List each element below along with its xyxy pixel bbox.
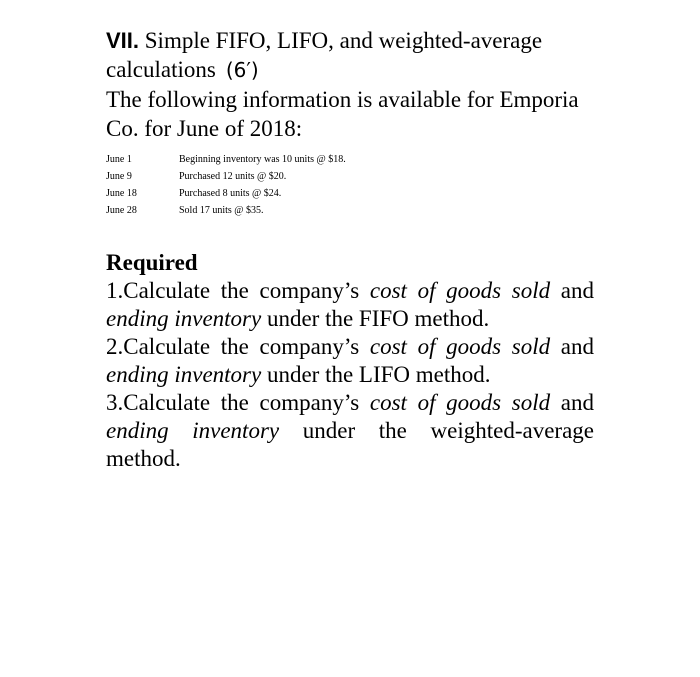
inventory-events-table — [106, 151, 346, 219]
problem-intro: The following information is available for Emporia Co. for June of 2018: — [106, 87, 579, 141]
required-item-text: under the weighted-average method. — [106, 418, 594, 471]
required-item-2 — [106, 333, 594, 389]
problem-points: (6′) — [225, 58, 259, 82]
event-date: June 1 — [106, 154, 132, 165]
problem-number: VII. — [106, 28, 140, 53]
event-description: Beginning inventory was 10 units @ $18. — [179, 154, 346, 165]
table-row — [106, 202, 346, 219]
required-item-term: ending inventory — [106, 418, 280, 443]
required-item-text: and — [550, 278, 594, 303]
event-description: Sold 17 units @ $35. — [179, 205, 264, 216]
required-item-text: and — [550, 390, 594, 415]
event-date: June 28 — [106, 205, 137, 216]
required-item-text: and — [550, 334, 594, 359]
required-item-text: 2.Calculate the company’s — [106, 334, 370, 359]
table-row — [106, 185, 346, 202]
required-item-term: cost of goods sold — [369, 278, 551, 303]
required-item-term: ending inventory — [106, 306, 262, 331]
event-date: June 18 — [106, 188, 137, 199]
required-item-term: ending inventory — [106, 362, 262, 387]
event-description: Purchased 8 units @ $24. — [179, 188, 282, 199]
required-item-text: 3.Calculate the company’s — [106, 390, 370, 415]
required-item-term: cost of goods sold — [369, 334, 551, 359]
problem-page — [106, 26, 594, 473]
required-item-text: under the FIFO method. — [261, 306, 490, 331]
required-item-text: 1.Calculate the company’s — [106, 278, 370, 303]
required-item-text: under the LIFO method. — [261, 362, 491, 387]
table-row — [106, 151, 346, 168]
event-description: Purchased 12 units @ $20. — [179, 171, 287, 182]
table-row — [106, 168, 346, 185]
required-item-1 — [106, 277, 594, 333]
event-date: June 9 — [106, 171, 132, 182]
required-heading: Required — [106, 250, 198, 275]
required-item-term: cost of goods sold — [369, 390, 551, 415]
problem-heading — [106, 26, 594, 85]
problem-title: Simple FIFO, LIFO, and weighted-average calculations — [106, 28, 543, 82]
required-item-3 — [106, 389, 594, 473]
